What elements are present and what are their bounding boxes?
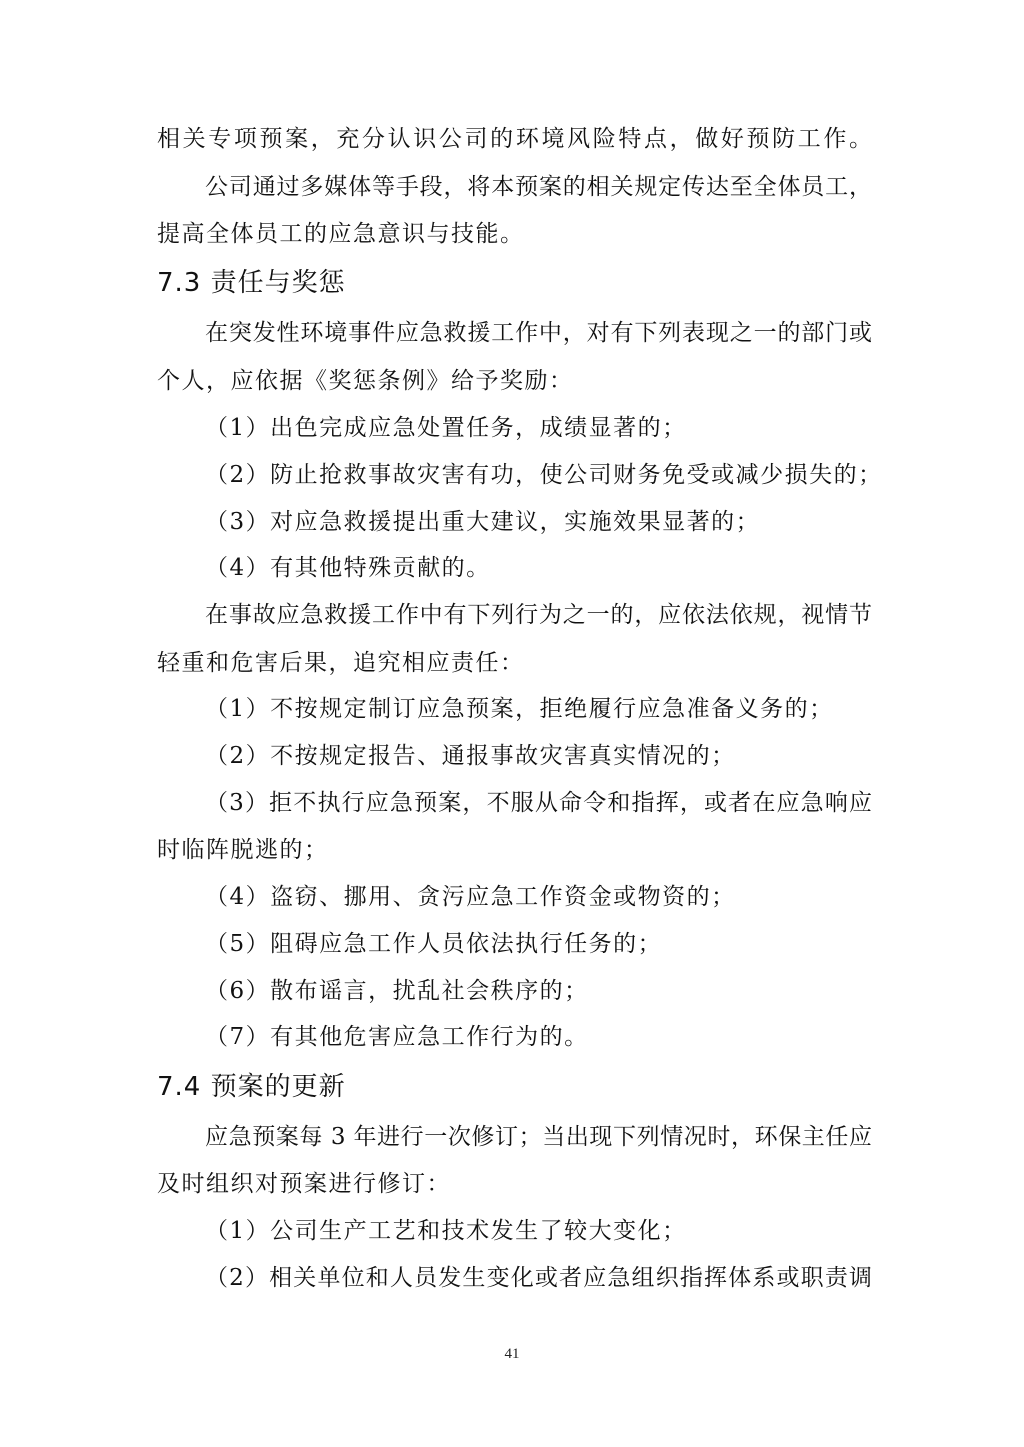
list-item: （5）阻碍应急工作人员依法执行任务的； [205, 931, 663, 957]
page-number: 41 [504, 1346, 520, 1362]
list-item: （2）不按规定报告、通报事故灾害真实情况的； [205, 743, 736, 769]
list-item-continuation: 时临阵脱逃的； [157, 837, 329, 863]
list-item: （3）拒不执行应急预案，不服从命令和指挥，或者在应急响应 [205, 790, 872, 816]
paragraph-line: 公司通过多媒体等手段，将本预案的相关规定传达至全体员工， [205, 174, 872, 200]
paragraph-line: 个人，应依据《奖惩条例》给予奖励： [157, 368, 574, 394]
list-item: （6）散布谣言，扰乱社会秩序的； [205, 978, 589, 1004]
paragraph-line: 在突发性环境事件应急救援工作中，对有下列表现之一的部门或 [205, 320, 872, 346]
list-item: （4）盗窃、挪用、贪污应急工作资金或物资的； [205, 884, 736, 910]
paragraph-line: 应急预案每 3 年进行一次修订；当出现下列情况时，环保主任应 [205, 1124, 872, 1150]
list-item: （2）防止抢救事故灾害有功，使公司财务免受或减少损失的； [205, 462, 883, 488]
paragraph-line: 及时组织对预案进行修订： [157, 1171, 451, 1197]
list-item: （1）公司生产工艺和技术发生了较大变化； [205, 1218, 687, 1244]
list-item: （3）对应急救援提出重大建议，实施效果显著的； [205, 509, 761, 535]
paragraph-line: 提高全体员工的应急意识与技能。 [157, 221, 525, 247]
list-item: （1）出色完成应急处置任务，成绩显著的； [205, 415, 687, 441]
list-item: （2）相关单位和人员发生变化或者应急组织指挥体系或职责调 [205, 1265, 872, 1291]
list-item: （4）有其他特殊贡献的。 [205, 555, 491, 581]
paragraph-line: 在事故应急救援工作中有下列行为之一的，应依法依规，视情节 [205, 602, 872, 628]
list-item: （1）不按规定制订应急预案，拒绝履行应急准备义务的； [205, 696, 834, 722]
section-heading-7-4: 7.4 预案的更新 [157, 1072, 346, 1102]
section-heading-7-3: 7.3 责任与奖惩 [157, 268, 346, 298]
paragraph-line: 相关专项预案，充分认识公司的环境风险特点，做好预防工作。 [157, 126, 872, 152]
list-item: （7）有其他危害应急工作行为的。 [205, 1024, 589, 1050]
paragraph-line: 轻重和危害后果，追究相应责任： [157, 650, 525, 676]
